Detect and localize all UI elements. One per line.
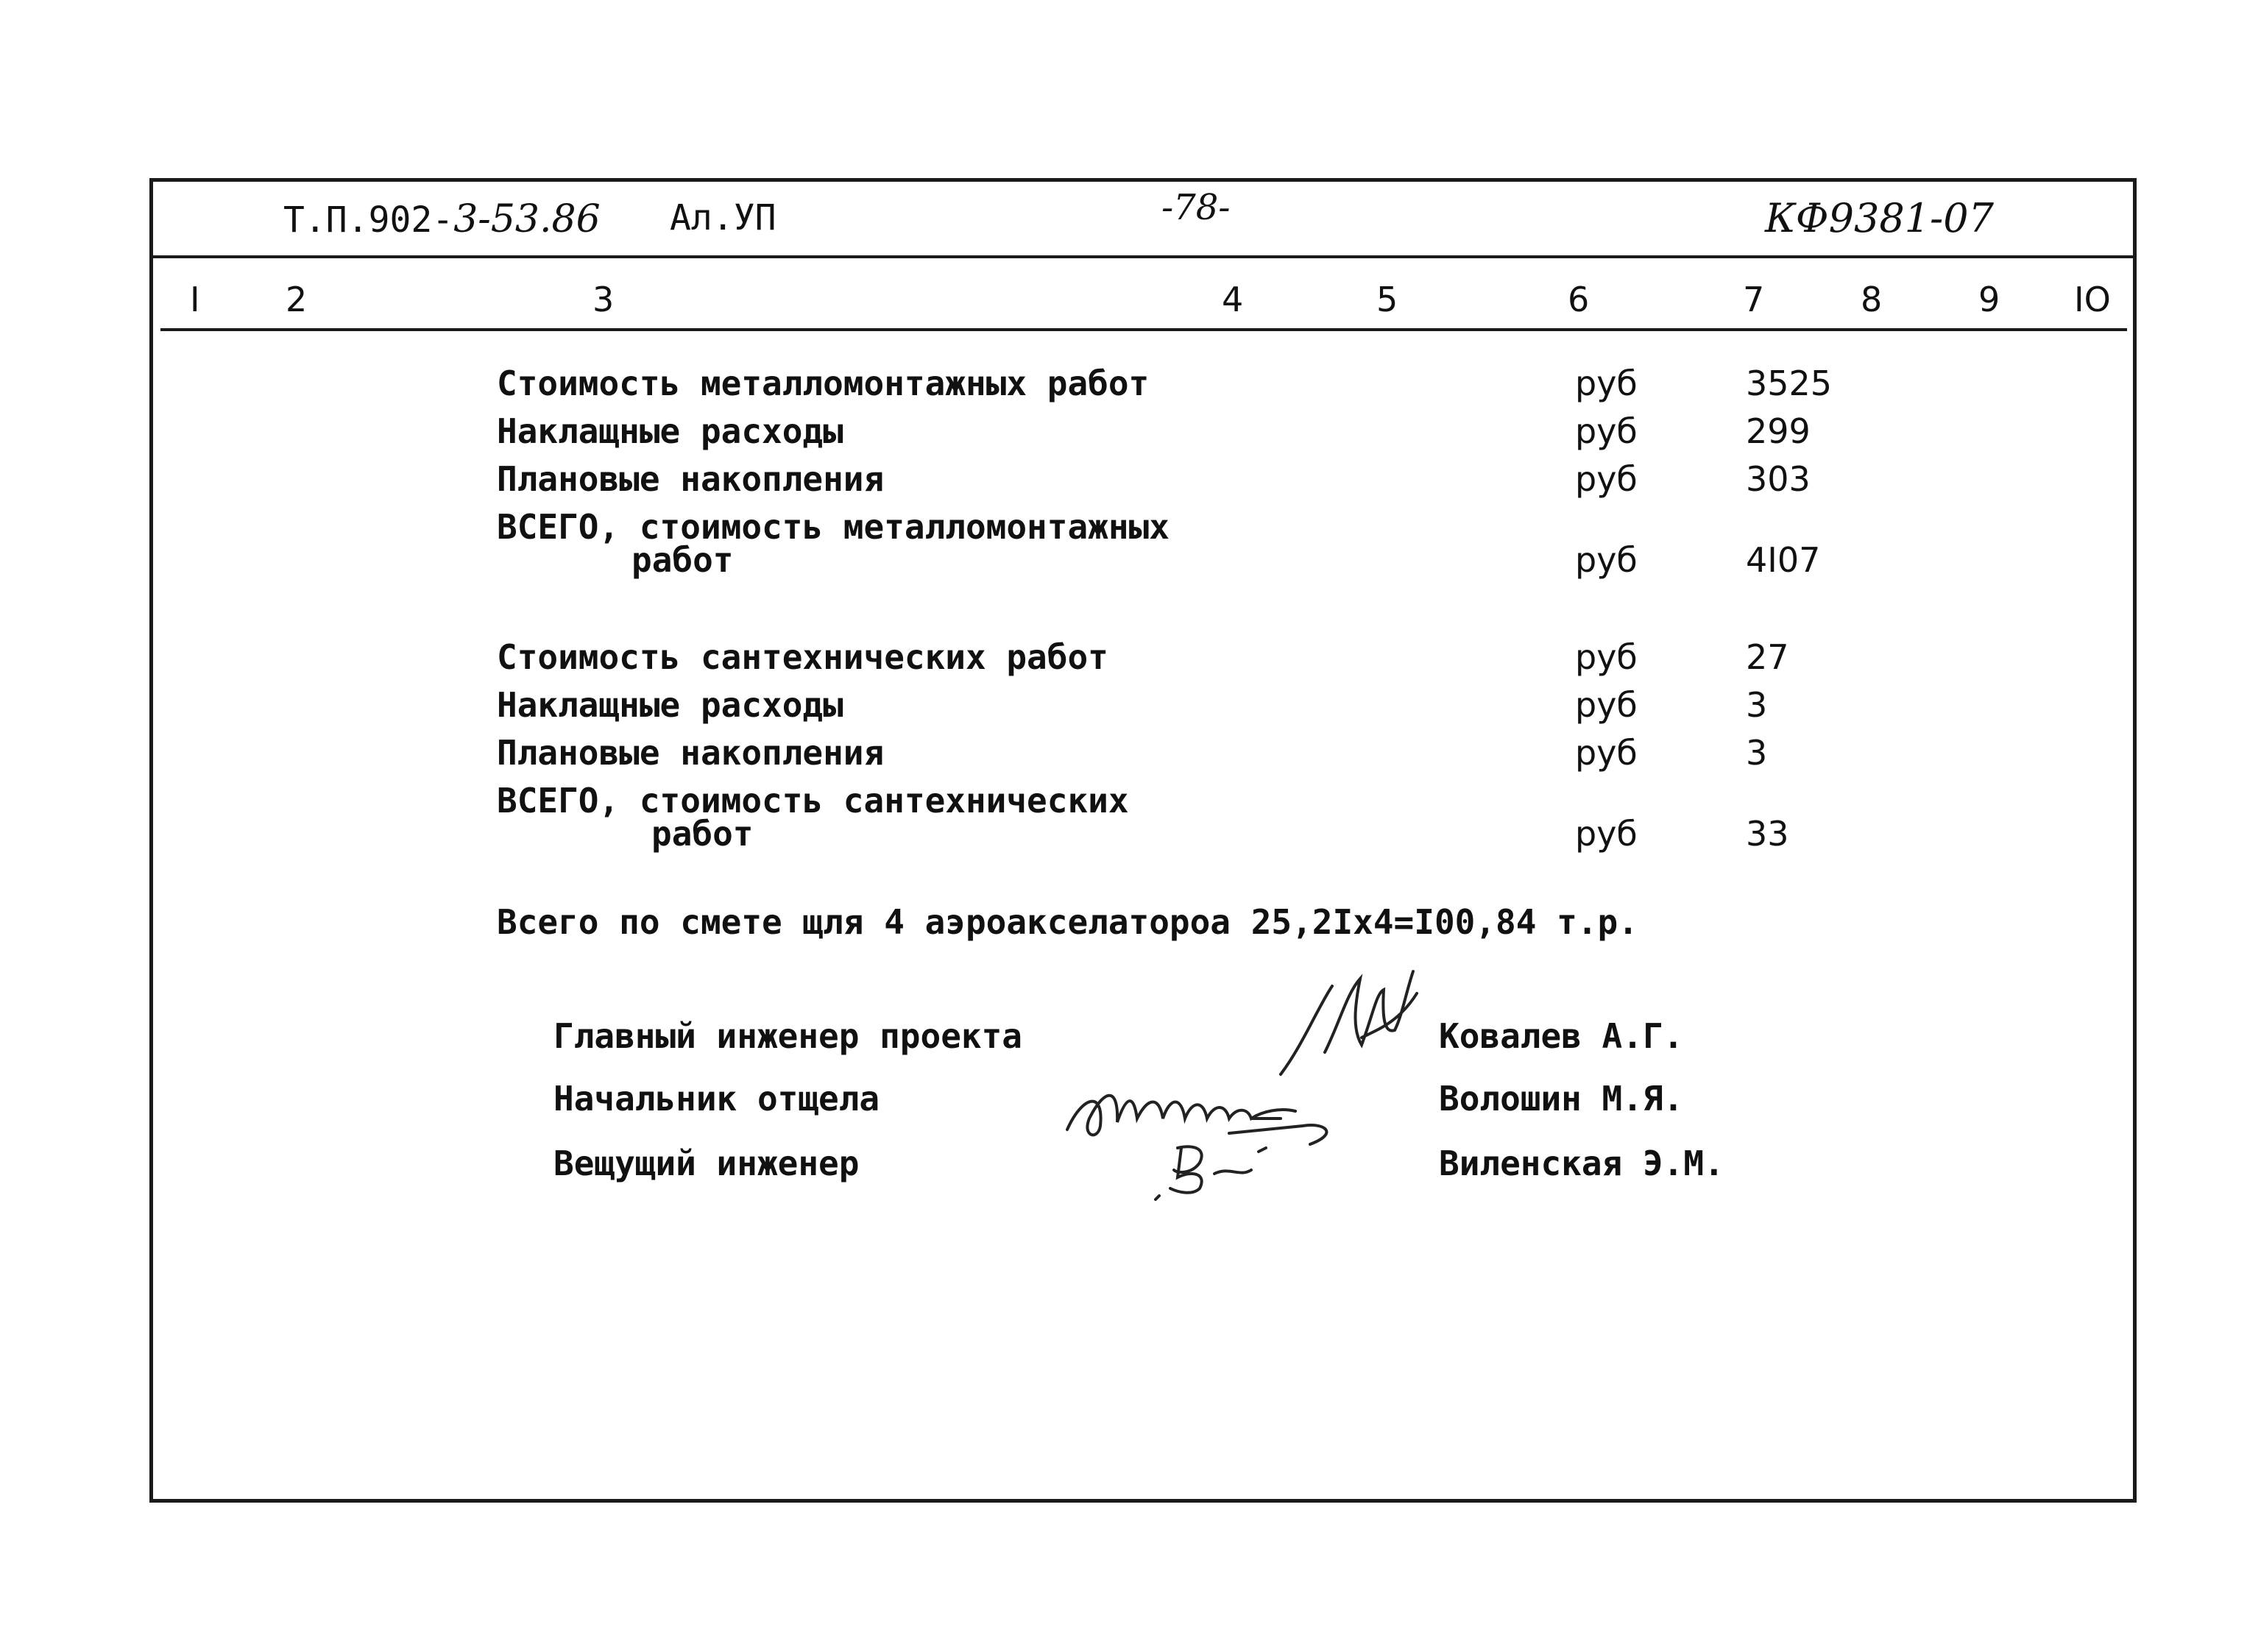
total-label-line1: ВСЕГО, стоимость сантехнических — [497, 781, 1129, 820]
column-header: 8 — [1861, 280, 1883, 319]
cost-row-label: Плановые накопления — [497, 459, 885, 499]
total-label-line1: ВСЕГО, стоимость металломонтажных — [497, 507, 1170, 547]
signatory-role: Вещущий инженер — [553, 1144, 860, 1183]
column-header: 4 — [1222, 280, 1244, 319]
page-number: -78- — [1161, 187, 1231, 228]
cost-row-value: 303 — [1746, 459, 1811, 499]
cost-row-unit: руб — [1575, 685, 1638, 725]
cost-row-value: 299 — [1746, 411, 1811, 451]
doc-code-handwritten: 3-53.86 — [453, 197, 601, 241]
signatory-name: Ковалев А.Г. — [1439, 1016, 1684, 1056]
total-unit: руб — [1575, 540, 1638, 580]
cost-row-label: Плановые накопления — [497, 733, 885, 773]
header-divider — [151, 255, 2135, 258]
cost-row-unit: руб — [1575, 364, 1638, 403]
signatory-name: Виленская Э.М. — [1439, 1144, 1724, 1183]
cost-row-label: Стоимость сантехнических работ — [497, 637, 1108, 677]
signatory-role: Главный инженер проекта — [553, 1016, 1022, 1056]
column-header: 3 — [592, 280, 615, 319]
doc-code — [283, 197, 601, 241]
total-label-line2: работ — [651, 814, 754, 854]
cost-row-unit: руб — [1575, 637, 1638, 677]
grand-total: Всего по смете щля 4 аэроакселатороа 25,2Iх4=I00,84 т.р. — [497, 902, 1638, 942]
signature-lead-engineer — [1148, 1133, 1295, 1207]
total-value: 4I07 — [1746, 540, 1821, 580]
column-header-divider — [160, 328, 2127, 331]
column-header: IO — [2074, 280, 2111, 319]
cost-row-value: 27 — [1746, 637, 1789, 677]
column-header: I — [190, 280, 200, 319]
cost-row-value: 3 — [1746, 733, 1768, 773]
signatory-role: Начальник отщела — [553, 1079, 880, 1119]
total-value: 33 — [1746, 814, 1789, 854]
cost-row-unit: руб — [1575, 733, 1638, 773]
total-label-line2: работ — [631, 540, 734, 580]
sheet-code: КФ9381-07 — [1765, 195, 1995, 241]
cost-row-unit: руб — [1575, 459, 1638, 499]
cost-row-label: Наклащные расходы — [497, 411, 843, 451]
total-unit: руб — [1575, 814, 1638, 854]
cost-row-value: 3 — [1746, 685, 1768, 725]
cost-row-value: 3525 — [1746, 364, 1833, 403]
album-label: Ал.УП — [670, 197, 776, 238]
cost-row-label: Стоимость металломонтажных работ — [497, 364, 1150, 403]
cost-row-label: Наклащные расходы — [497, 685, 843, 725]
doc-code-printed: Т.П.902- — [283, 199, 454, 241]
column-header: 5 — [1376, 280, 1398, 319]
signatory-name: Волошин М.Я. — [1439, 1079, 1684, 1119]
column-header: 7 — [1743, 280, 1765, 319]
column-header: 9 — [1978, 280, 2000, 319]
column-header: 2 — [286, 280, 308, 319]
cost-row-unit: руб — [1575, 411, 1638, 451]
column-header: 6 — [1568, 280, 1590, 319]
signature-chief-engineer — [1273, 964, 1420, 1082]
